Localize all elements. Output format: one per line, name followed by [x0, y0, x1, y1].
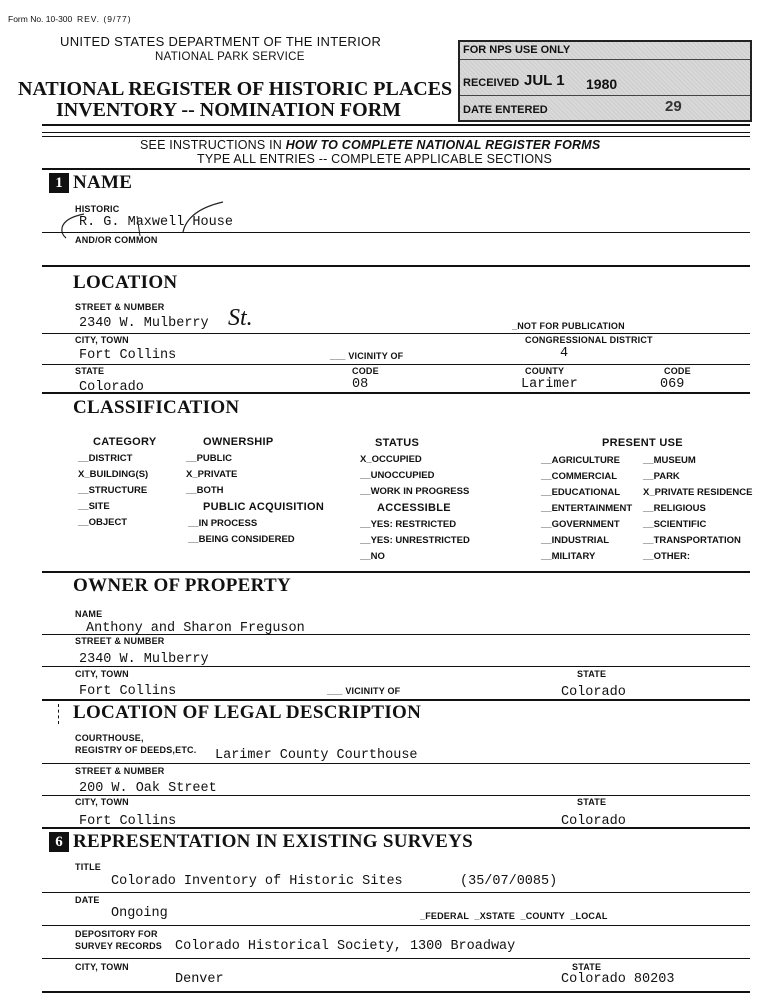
present-use-item[interactable]: __ENTERTAINMENT — [541, 503, 633, 514]
instructions-line1: SEE INSTRUCTIONS IN HOW TO COMPLETE NATIONAL REGISTER FORMS — [140, 138, 601, 152]
status-item[interactable]: __WORK IN PROGRESS — [360, 486, 470, 497]
present-use-col1 — [541, 455, 632, 567]
present-use-item[interactable]: __MUSEUM — [643, 455, 696, 466]
common-label: AND/OR COMMON — [75, 235, 158, 245]
category-item[interactable]: __DISTRICT — [78, 453, 133, 464]
depository-label1: DEPOSITORY FOR — [75, 929, 158, 939]
state-value: Colorado — [79, 380, 144, 395]
present-use-item[interactable]: __INDUSTRIAL — [541, 535, 610, 546]
owner-name-value: Anthony and Sharon Freguson — [86, 621, 305, 636]
section-owner-heading: OWNER OF PROPERTY — [73, 575, 292, 596]
form-number: Form No. 10-300 REV. (9/77) — [8, 14, 132, 24]
survey-title-code: (35/07/0085) — [460, 874, 558, 889]
legal-state-value: Colorado — [561, 814, 626, 829]
survey-state-value: Colorado 80203 — [561, 972, 675, 987]
section-classification-heading: CLASSIFICATION — [73, 397, 240, 418]
accessible-header: ACCESSIBLE — [377, 502, 451, 514]
courthouse-label2: REGISTRY OF DEEDS,ETC. — [75, 745, 197, 755]
acquisition-item[interactable]: __IN PROCESS — [188, 518, 258, 529]
county-label: COUNTY — [525, 366, 565, 376]
legal-state-label: STATE — [577, 797, 607, 807]
owner-name-label: NAME — [75, 609, 103, 619]
received-stamp: JUL 1 — [524, 72, 565, 89]
survey-city-value: Denver — [175, 972, 224, 987]
survey-title-value: Colorado Inventory of Historic Sites — [111, 874, 403, 889]
owner-street-label: STREET & NUMBER — [75, 636, 165, 646]
courthouse-label1: COURTHOUSE, — [75, 733, 144, 743]
legal-street-value: 200 W. Oak Street — [79, 781, 217, 796]
vicinity-label: ___ VICINITY OF — [330, 351, 404, 361]
category-item[interactable]: __SITE — [78, 501, 110, 512]
street-handwritten: St. — [228, 305, 253, 331]
code-label: CODE — [352, 366, 379, 376]
form-title-line2: INVENTORY -- NOMINATION FORM — [56, 99, 402, 121]
courthouse-value: Larimer County Courthouse — [215, 748, 418, 763]
ownership-list — [186, 453, 237, 501]
county-code-label: CODE — [664, 366, 691, 376]
present-use-item[interactable]: X_PRIVATE RESIDENCE — [643, 487, 753, 498]
acquisition-list — [188, 518, 295, 550]
status-item[interactable]: X_OCCUPIED — [360, 454, 422, 465]
present-use-item[interactable]: __TRANSPORTATION — [643, 535, 741, 546]
survey-date-value: Ongoing — [111, 906, 168, 921]
category-list — [78, 453, 148, 533]
section-surveys-heading: REPRESENTATION IN EXISTING SURVEYS — [73, 831, 474, 852]
nps-heading: FOR NPS USE ONLY — [463, 44, 571, 56]
present-use-item[interactable]: __AGRICULTURE — [541, 455, 621, 466]
city-label: CITY, TOWN — [75, 335, 129, 345]
owner-street-value: 2340 W. Mulberry — [79, 652, 209, 667]
survey-title-label: TITLE — [75, 862, 101, 872]
ownership-item[interactable]: __PUBLIC — [186, 453, 232, 464]
present-use-item[interactable]: __PARK — [643, 471, 680, 482]
present-use-header: PRESENT USE — [602, 437, 683, 449]
accessible-item[interactable]: __YES: UNRESTRICTED — [360, 535, 470, 546]
service: NATIONAL PARK SERVICE — [155, 51, 305, 63]
present-use-item[interactable]: __OTHER: — [643, 551, 690, 562]
status-list — [360, 454, 469, 502]
date-entered-label: DATE ENTERED — [463, 104, 548, 116]
survey-date-label: DATE — [75, 895, 100, 905]
present-use-item[interactable]: __EDUCATIONAL — [541, 487, 621, 498]
section-location-heading: LOCATION — [73, 272, 178, 293]
received-year: 1980 — [586, 76, 618, 92]
status-item[interactable]: __UNOCCUPIED — [360, 470, 435, 481]
legal-city-value: Fort Collins — [79, 814, 177, 829]
present-use-item[interactable]: __RELIGIOUS — [643, 503, 706, 514]
present-use-item[interactable]: __COMMERCIAL — [541, 471, 618, 482]
present-use-item[interactable]: __GOVERNMENT — [541, 519, 620, 530]
section-legal-heading: LOCATION OF LEGAL DESCRIPTION — [73, 702, 422, 723]
nps-use-box — [458, 40, 752, 122]
present-use-item[interactable]: __MILITARY — [541, 551, 596, 562]
county-code-value: 069 — [660, 377, 685, 392]
section-number-6: 6 — [49, 832, 69, 852]
accessible-item[interactable]: __YES: RESTRICTED — [360, 519, 457, 530]
accessible-item[interactable]: __NO — [360, 551, 385, 562]
street-value: 2340 W. Mulberry — [79, 316, 209, 331]
congressional-label: CONGRESSIONAL DISTRICT — [525, 335, 653, 345]
county-value: Larimer — [521, 377, 578, 392]
present-use-col2 — [643, 455, 752, 567]
category-item[interactable]: X_BUILDING(S) — [78, 469, 149, 480]
survey-level: _FEDERAL _XSTATE _COUNTY _LOCAL — [420, 911, 608, 921]
owner-state-value: Colorado — [561, 685, 626, 700]
survey-city-label: CITY, TOWN — [75, 962, 129, 972]
depository-value: Colorado Historical Society, 1300 Broadway — [175, 939, 516, 954]
state-label: STATE — [75, 366, 105, 376]
congressional-value: 4 — [560, 346, 569, 361]
legal-street-label: STREET & NUMBER — [75, 766, 165, 776]
legal-city-label: CITY, TOWN — [75, 797, 129, 807]
date-entered-stamp: 29 — [665, 98, 682, 115]
category-item[interactable]: __OBJECT — [78, 517, 128, 528]
street-label: STREET & NUMBER — [75, 302, 165, 312]
depository-label2: SURVEY RECORDS — [75, 941, 162, 951]
form-title-line1: NATIONAL REGISTER OF HISTORIC PLACES — [18, 78, 453, 100]
historic-label: HISTORIC — [75, 204, 120, 214]
state-code-value: 08 — [352, 377, 369, 392]
category-item[interactable]: __STRUCTURE — [78, 485, 148, 496]
instructions-line2: TYPE ALL ENTRIES -- COMPLETE APPLICABLE SECTIONS — [197, 152, 553, 166]
not-for-publication: _NOT FOR PUBLICATION — [512, 321, 625, 331]
category-header: CATEGORY — [93, 436, 157, 448]
ownership-item[interactable]: X_PRIVATE — [186, 469, 238, 480]
present-use-item[interactable]: __SCIENTIFIC — [643, 519, 707, 530]
city-value: Fort Collins — [79, 348, 177, 363]
status-header: STATUS — [375, 437, 420, 449]
accessible-list — [360, 519, 470, 567]
ownership-item[interactable]: __BOTH — [186, 485, 224, 496]
historic-value: R. G. Maxwell House — [79, 215, 233, 230]
owner-vicinity-label: ___ VICINITY OF — [327, 686, 401, 696]
section-number-1: 1 — [49, 173, 69, 193]
section-name-heading: NAME — [73, 172, 133, 193]
acquisition-item[interactable]: __BEING CONSIDERED — [188, 534, 295, 545]
acquisition-header: PUBLIC ACQUISITION — [203, 501, 325, 513]
owner-city-value: Fort Collins — [79, 684, 177, 699]
owner-city-label: CITY, TOWN — [75, 669, 129, 679]
department: UNITED STATES DEPARTMENT OF THE INTERIOR — [60, 34, 382, 49]
ownership-header: OWNERSHIP — [203, 436, 274, 448]
owner-state-label: STATE — [577, 669, 607, 679]
received-label: RECEIVED — [463, 77, 520, 89]
survey-state-label: STATE — [572, 962, 602, 972]
